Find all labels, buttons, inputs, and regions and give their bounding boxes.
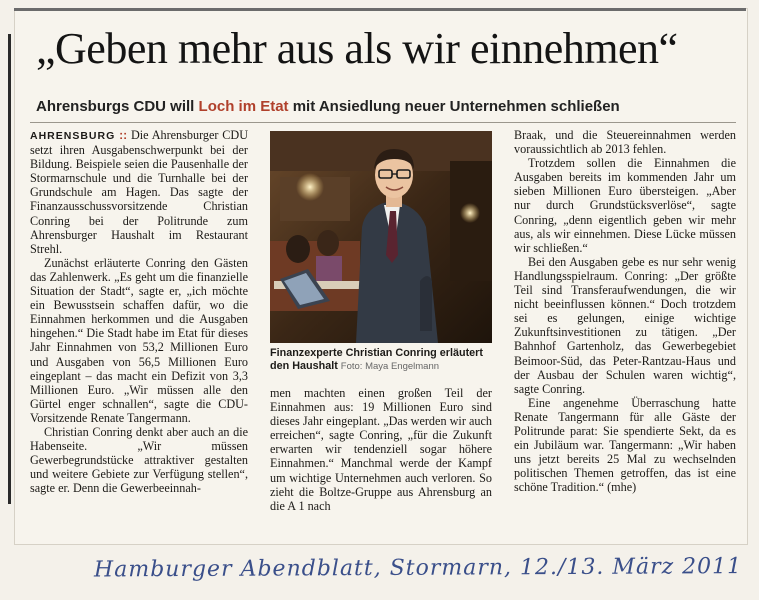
paragraph: Christian Conring denkt aber auch an die Habenseite. „Wir müssen Gewerbegrundstücke attraktiver gestalten und weitere Gebiete zur Verfügung stellen“, sagte er. Denn die Gewerbeeinnah- [30,424,248,496]
paragraph: Eine angenehme Überraschung hatte Renate Tangermann für alle Gäste der Politrunde parat: Sie spendierte Sekt, da es ein Jubiläum war. Tangermann: „Wir haben uns jetzt bereits 25 Mal zu wechselnden politischen Themen getroffen, das ist eine schöne Tradition.“ (mhe) [514,395,736,495]
paragraph: Zunächst erläuterte Conring den Gästen das Zahlenwerk. „Es geht um die finanzielle Situation der Stadt“, sagte er, „ich möchte ein Bewusstsein schaffen dafür, wo die Einnahmen herkommen und die Ausgaben hingehen.“ Die Stadt habe im Etat für dieses Jahr Einnahmen von 53,2 Millionen Euro und Ausgaben von 56,5 Millionen Euro eingeplant – das macht ein Defizit von 3,3 Millionen Euro. „Wir müssen alle den Gürtel enger schnallen“, sagte die CDU-Vorsitzende Renate Tangermann. [30,255,248,425]
paragraph: Braak, und die Steuereinnahmen werden voraussichtlich ab 2013 fehlen. [514,128,736,157]
subheadline-start: Ahrensburgs CDU will [36,98,199,115]
top-rule [14,8,746,11]
subheadline-end: mit Ansiedlung neuer Unternehmen schließen [288,98,620,115]
subheadline [36,98,736,115]
dateline-marker: :: [119,128,128,142]
paragraph: Bei den Ausgaben gebe es nur sehr wenig Handlungsspielraum. Conring: „Der größte Teil sind Transferaufwendungen, die wir nicht beeinflussen können.“ Doch trotzdem sei es gelungen, einige wichtige Zukunftsinvestitionen zu tätigen. „Der Bahnhof Gartenholz, das Gewerbegebiet Beimoor-Süd, das Peter-Rantzau-Haus und der Ausbau der Schulen waren wichtig“, sagte Conring. [514,254,736,396]
photo-caption [270,347,492,373]
portrait-photo [270,131,492,343]
photo-credit: Foto: Maya Engelmann [340,361,440,372]
article-column-2 [270,386,492,513]
dateline: AHRENSBURG [30,130,116,142]
headline: „Geben mehr aus als wir einnehmen“ [36,24,678,73]
subheadline-highlight: Loch im Etat [198,98,289,115]
article-column-3 [514,128,736,494]
handwritten-source-note: Hamburger Abendblatt, Stormarn, 12./13. März 2011 [93,554,743,583]
lead-text: Die Ahrensburger CDU setzt ihren Ausgabenschwerpunkt bei der Bildung. Beispiele seien die Pausenhalle der Stormarnschule und die Turnhalle bei der Grundschule am Hagen. Das sagte der Finanzausschussvorsitzende Christian Conring bei der Politrunde zum Ahrensburger Haushalt im Restaurant Strehl. [30,128,248,256]
article-column-1 [30,128,248,495]
caption-text: Finanzexperte Christian Conring erläutert den Haushalt [270,347,483,372]
photo-illustration [270,131,492,343]
subheadline-rule [30,122,736,123]
paragraph: Trotzdem sollen die Einnahmen die Ausgaben bereits im kommenden Jahr um sieben Millionen Euro übersteigen. „Aber nur durch Grundstücksverlöse“, sagte Conring, „denn eigentlich geben wir mehr aus, als wir einnehmen. Diese Lücke müssen wir schließen.“ [514,156,736,255]
lead-paragraph [30,128,248,256]
paragraph: men machten einen großen Teil der Einnahmen aus: 19 Millionen Euro sind dieses Jahr eingeplant. „Das werden wir auch erreichen“, sagte Conring, „für die Zukunft erwarten wir tendenziell sogar höhere Einnahmen.“ Manchmal werde der Kampf um wichtige Unternehmen auch verloren. So zieht die Boltze-Gruppe aus Ahrensburg an die A 1 nach [270,386,492,513]
left-rule [8,34,11,504]
